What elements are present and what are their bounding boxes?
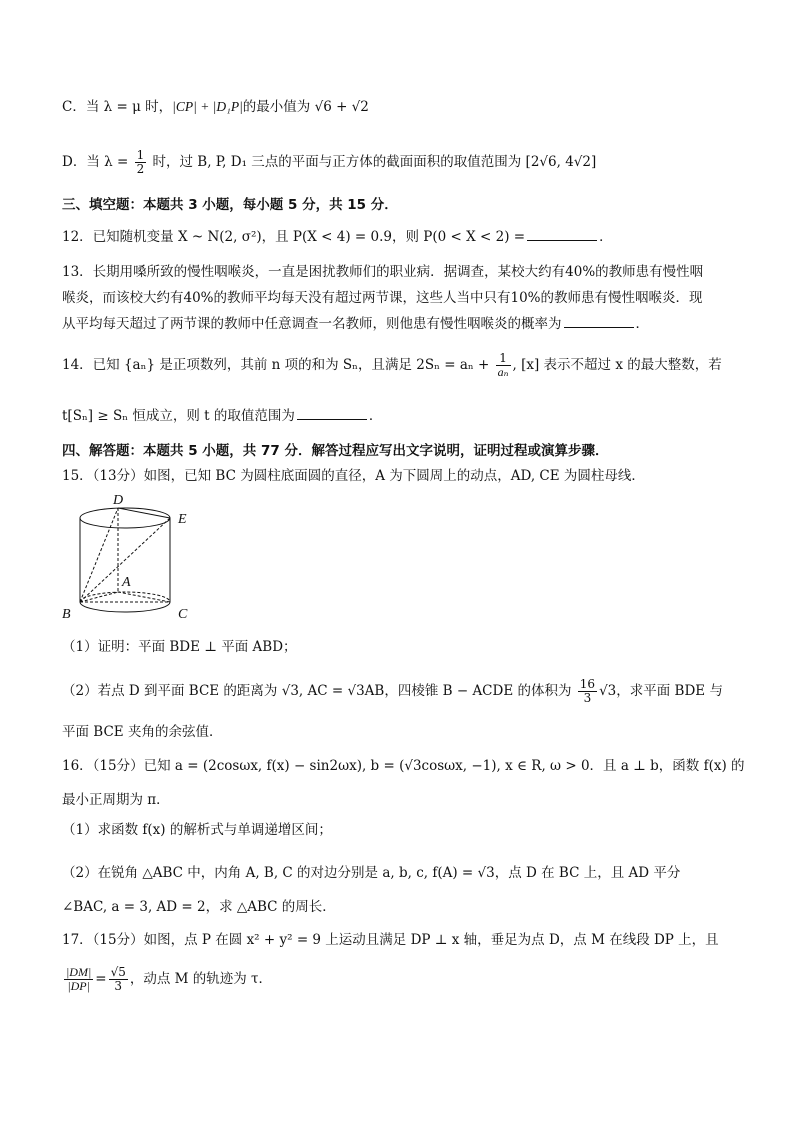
label-a: A [122,575,131,590]
question-17-line-2: $\frac{|DM|}{|DP|}$ = $\frac{√5}{3}$ ，动点 M 的轨迹为 τ． [66,965,273,993]
answer-blank [297,405,367,420]
top-ellipse [80,508,170,528]
question-13-line-3: 从平均每天超过了两节课的教师中任意调查一名教师，则他患有慢性咽喉炎的概率为 ． [62,313,754,334]
question-14-line-1: 14．已知 {aₙ} 是正项数列，其前 n 项的和为 Sₙ，且满足 2Sₙ = aₙ + $\frac{1}{\text{aₙ}}$ , [x] 表示不超过 x 的最大整数，若 [62,351,722,379]
bottom-ellipse-front [80,602,170,612]
question-15-part-2-line-2: 平面 BCE 夹角的余弦值． [62,724,223,740]
segment-ac [118,592,170,602]
question-14-line-2: t[Sₙ] ≥ Sₙ 恒成立，则 t 的取值范围为 ． [62,405,754,426]
fraction: $\frac{1}{\text{aₙ}}$ [497,351,509,379]
section-heading-solutions: 四、解答题：本题共 5 小题，共 77 分．解答过程应写出文字说明，证明过程或演算步骤． [62,443,609,459]
question-12: 12．已知随机变量 X ~ N(2, σ²)，且 P(X < 4) = 0.9，则 P(0 < X < 2) = ． [62,226,754,247]
label-e: E [178,512,187,527]
question-16-part-2-line-1: （2）在锐角 △ABC 中，内角 A, B, C 的对边分别是 a, b, c, f(A) = √3，点 D 在 BC 上，且 AD 平分 [62,865,681,881]
fraction: $\frac{16}{3}$ [579,677,596,705]
option-c: C．当 λ = μ 时，|CP| + |D₁P|的最小值为 √6 + √2 [62,99,369,115]
option-d: D．当 λ = $\frac{1}{2}$ 时，过 B, P, D₁ 三点的平面与正方体的截面面积的取值范围为 [2√6, 4√2] [62,148,597,176]
question-17-line-1: 17．（15分）如图，点 P 在圆 x² + y² = 9 上运动且满足 DP ⊥ x 轴，垂足为点 D，点 M 在线段 DP 上，且 [62,932,719,948]
question-16-line-1: 16．（15分）已知 a = (2cosωx, f(x) − sin2ωx), b = (√3cosωx, −1), x ∈ R, ω > 0．且 a ⊥ b，函数 f(x) 的 [62,758,745,774]
label-c: C [178,607,188,622]
question-16-part-1: （1）求函数 f(x) 的解析式与单调递增区间； [62,822,332,838]
fraction: $\frac{1}{2}$ [136,148,145,176]
cylinder-figure [60,490,210,625]
answer-blank [527,226,597,241]
question-13-line-1: 13．长期用嗓所致的慢性咽喉炎，一直是困扰教师们的职业病．据调查，某校大约有40%的教师患有慢性咽 [62,264,704,280]
label-b: B [62,607,71,622]
question-13-line-2: 喉炎，而该校大约有40%的教师平均每天没有超过两节课，这些人当中只有10%的教师患有慢性咽喉炎．现 [62,290,703,306]
segment-de [118,508,170,518]
question-16-part-2-line-2: ∠BAC, a = 3, AD = 2，求 △ABC 的周长． [62,899,336,915]
fraction-value: $\frac{√5}{3}$ [110,965,126,993]
question-15-part-1: （1）证明：平面 BDE ⊥ 平面 ABD； [62,639,297,655]
question-15-intro: 15．（13分）如图，已知 BC 为圆柱底面圆的直径，A 为下圆周上的动点，AD, CE 为圆柱母线． [62,468,645,484]
answer-blank [564,313,634,328]
label-d: D [113,493,124,508]
question-15-part-2-line-1: （2）若点 D 到平面 BCE 的距离为 √3, AC = √3AB，四棱锥 B − ACDE 的体积为 $\frac{16}{3}$ √3，求平面 BDE 与 [62,677,723,705]
section-heading-fill-in: 三、填空题：本题共 3 小题，每小题 5 分，共 15 分． [62,197,398,213]
segment-bd [80,508,118,602]
question-16-line-2: 最小正周期为 π． [62,792,170,808]
fraction-dm-dp: $\frac{|DM|}{|DP|}$ [66,965,92,993]
